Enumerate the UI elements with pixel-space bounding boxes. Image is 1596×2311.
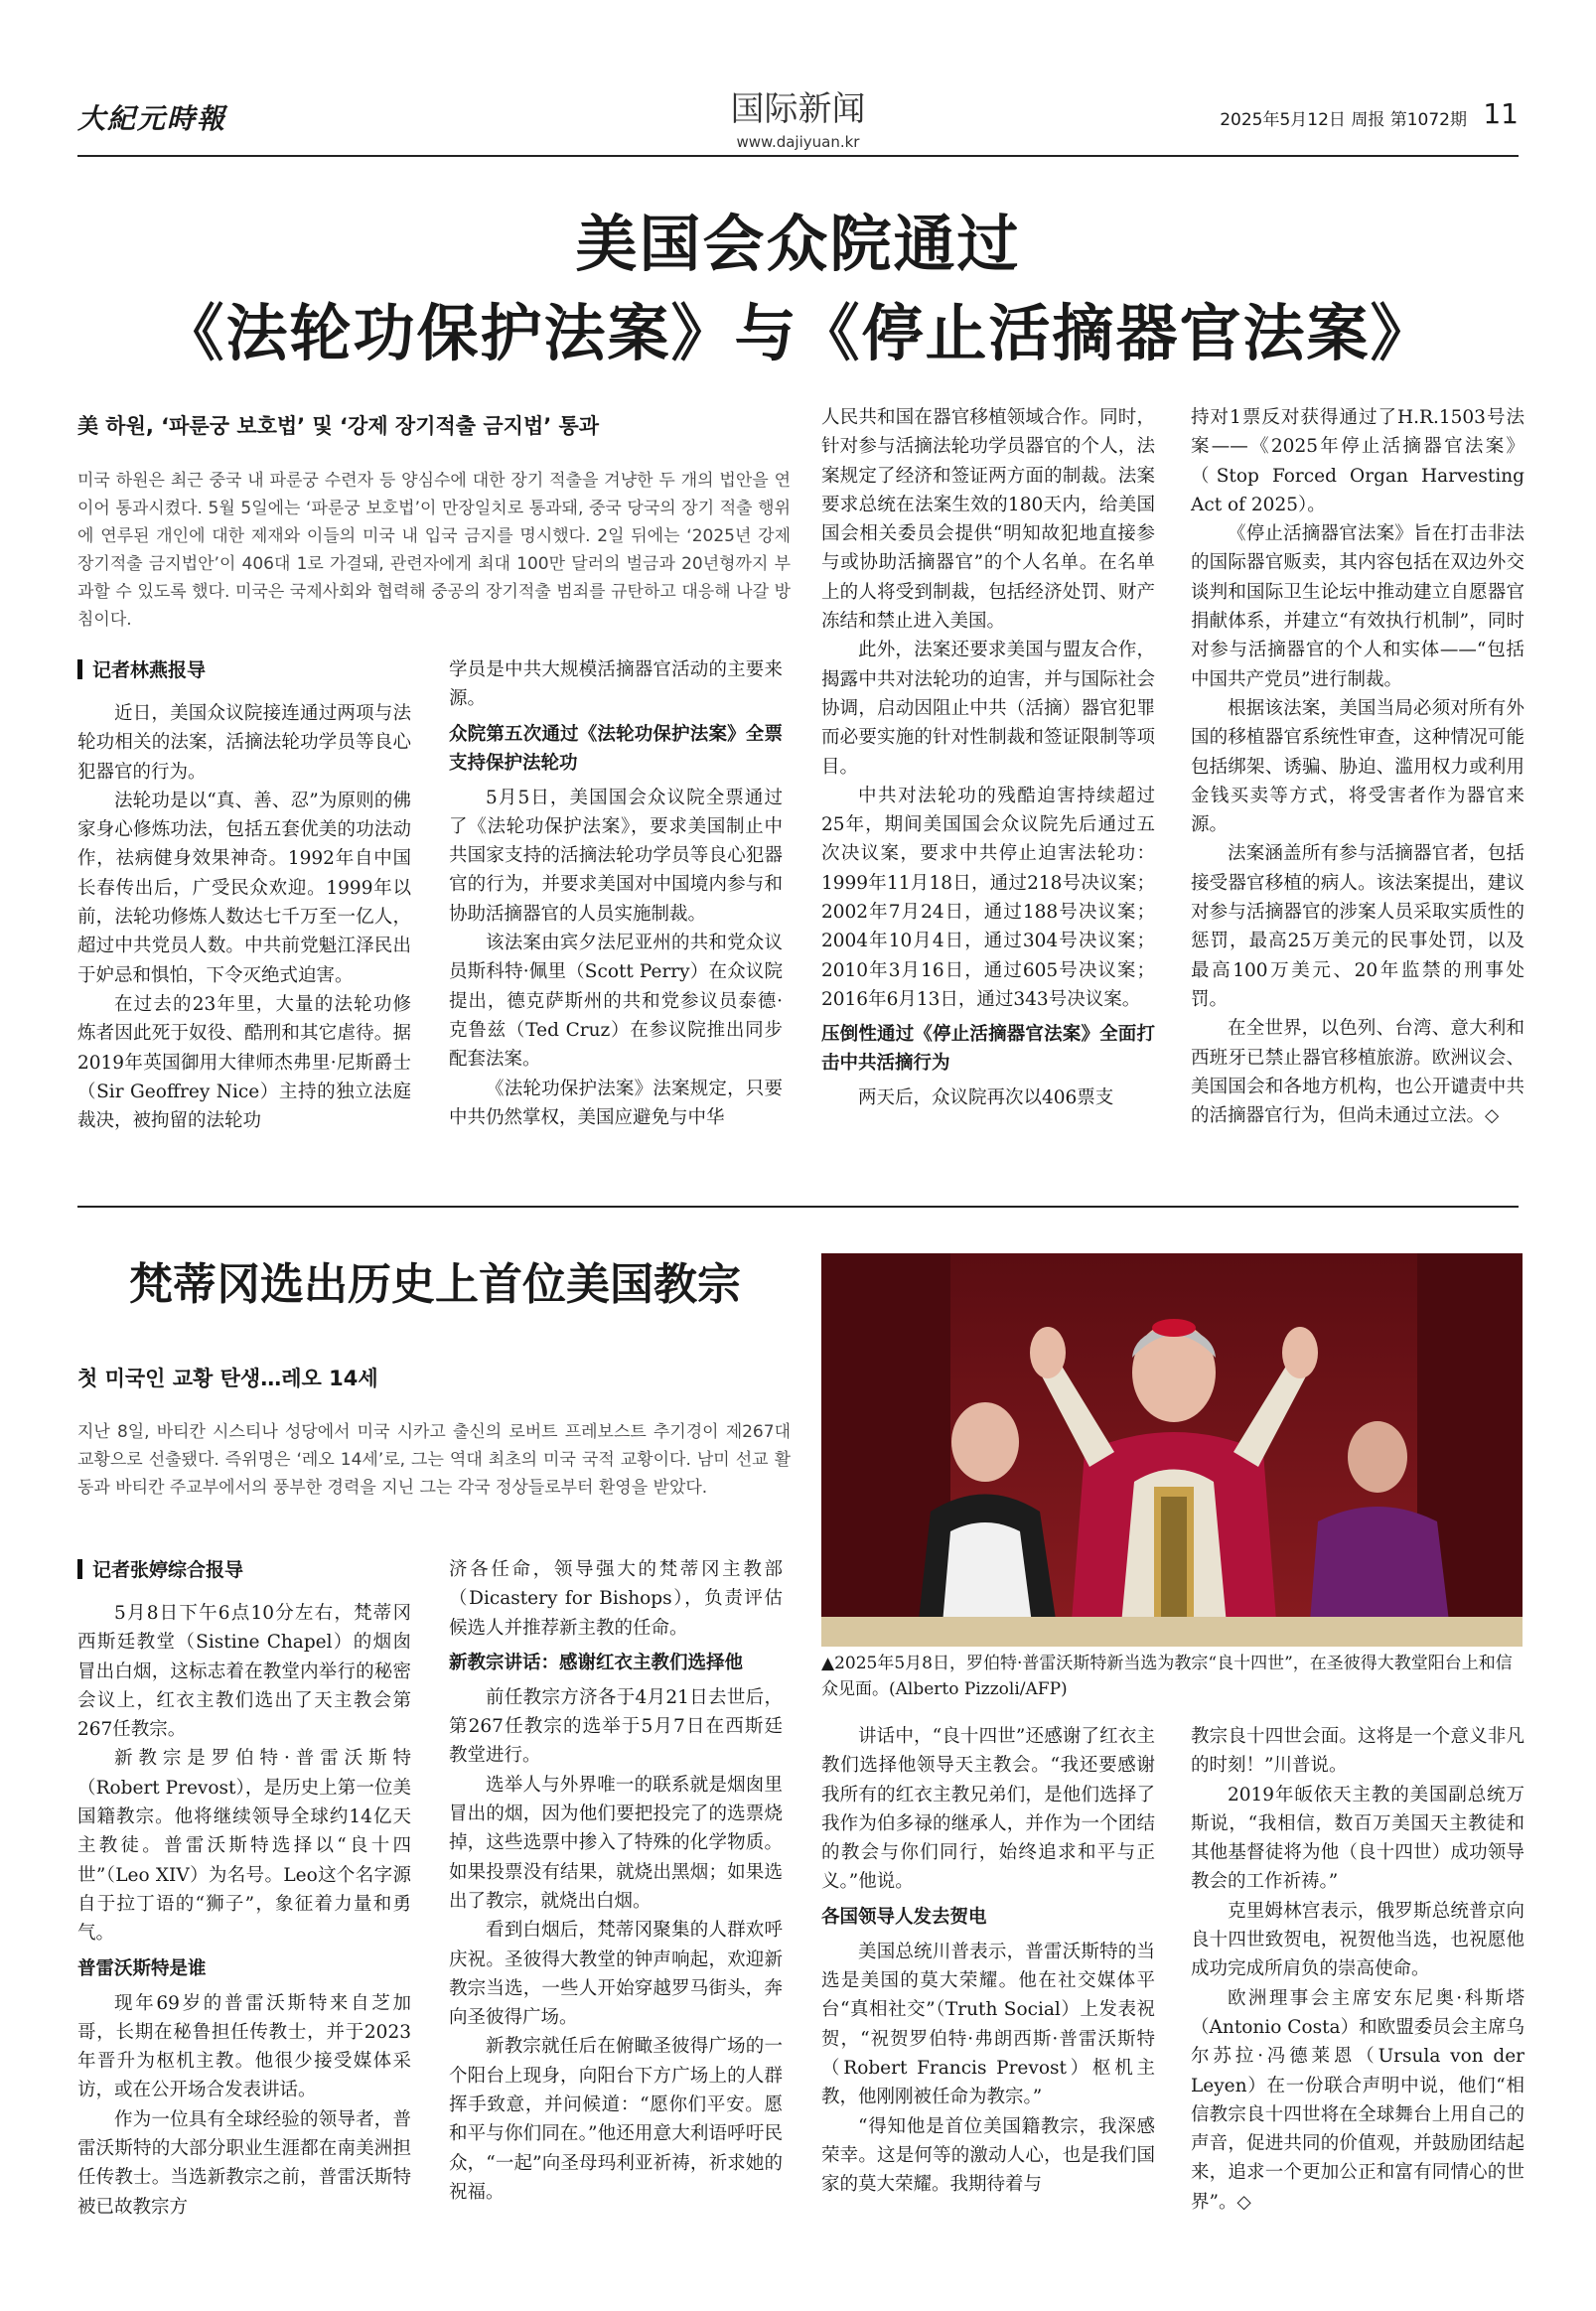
article1-headline-line1: 美国会众院通过	[575, 208, 1021, 280]
paragraph: 此外，法案还要求美国与盟友合作，揭露中共对法轮功的迫害，并与国际社会协调，启动因阻止中共（活摘）器官犯罪而必要实施的针对性制裁和签证限制等项目。	[821, 640, 1155, 778]
paragraph: 在全世界，以色列、台湾、意大利和西班牙已禁止器官移植旅游。欧洲议会、美国国会和各地方机构，也公开谴责中共的活摘器官行为，但尚未通过立法。◇	[1191, 1018, 1524, 1127]
section-title: 国际新闻	[730, 89, 866, 129]
article2-korean-subtitle: 첫 미국인 교황 탄생…레오 14세	[77, 1367, 378, 1390]
photo-caption: ▲2025年5月8日，罗伯特·普雷沃斯特新当选为教宗“良十四世”，在圣彼得大教堂阳台上和信众见面。(Alberto Pizzoli/AFP)	[821, 1654, 1513, 1699]
paragraph: 现年69岁的普雷沃斯特来自芝加哥，长期在秘鲁担任传教士，并于2023年晋升为枢机主教。他很少接受媒体采访，或在公开场合发表讲话。	[77, 1992, 411, 2101]
paragraph: 济各任命，领导强大的梵蒂冈主教部（Dicastery for Bishops），负责评估候选人并推荐新主教的任命。	[449, 1559, 783, 1639]
paragraph: 美国总统川普表示，普雷沃斯特的当选是美国的莫大荣耀。他在社交媒体平台“真相社交”（Truth Social）上发表祝贺，“祝贺罗伯特·弗朗西斯·普雷沃斯特（Robert Francis Prevost）枢机主教，他刚刚被任命为教宗。”	[821, 1941, 1155, 2108]
byline-bar	[77, 1559, 82, 1579]
paragraph: 学员是中共大规模活摘器官活动的主要来源。	[449, 659, 783, 710]
article2-column-3	[821, 1722, 1155, 2199]
paragraph: 人民共和国在器官移植领域合作。同时，针对参与活摘法轮功学员器官的个人，法案规定了经济和签证两方面的制裁。法案要求总统在法案生效的180天内，给美国国会相关委员会提供“明知故犯地直接参与或协助活摘器官”的个人名单。在名单上的人将受到制裁，包括经济处罚、财产冻结和禁止进入美国。	[821, 407, 1155, 633]
paragraph: 近日，美国众议院接连通过两项与法轮功相关的法案，活摘法轮功学员等良心犯器官的行为。	[77, 703, 411, 783]
article1-column-2	[449, 655, 783, 1132]
article1-korean-subtitle: 美 하원, ‘파룬궁 보호법’ 및 ‘강제 장기적출 금지법’ 통과	[77, 414, 600, 438]
paragraph: 该法案由宾夕法尼亚州的共和党众议员斯科特·佩里（Scott Perry）在众议院提出，德克萨斯州的共和党参议员泰德·克鲁兹（Ted Cruz）在参议院推出同步配套法案。	[449, 933, 783, 1071]
site-url: www.dajiyuan.kr	[736, 133, 860, 151]
paragraph: 法案涵盖所有参与活摘器官者，包括接受器官移植的病人。该法案提出，建议对参与活摘器官的涉案人员采取实质性的惩罚，最高25万美元的民事处罚，以及最高100万美元、20年监禁的刑事处罚。	[1191, 843, 1524, 1010]
article1-column-1	[77, 655, 411, 1135]
article2-column-2	[449, 1555, 783, 2207]
paragraph: “得知他是首位美国籍教宗，我深感荣幸。这是何等的激动人心，也是我们国家的莫大荣耀。我期待着与	[821, 2115, 1155, 2196]
paragraph: 5月8日下午6点10分左右，梵蒂冈西斯廷教堂（Sistine Chapel）的烟囱冒出白烟，这标志着在教堂内举行的秘密会议上，红衣主教们选出了天主教会第267任教宗。	[77, 1603, 411, 1741]
byline-text: 记者林燕报导	[92, 659, 207, 681]
subheading: 各国领导人发去贺电	[821, 1906, 987, 1928]
article1-korean-lead: 미국 하원은 최근 중국 내 파룬궁 수련자 등 양심수에 대한 장기 적출을 겨냥한 두 개의 법안을 연이어 통과시켰다. 5월 5일에는 ‘파룬궁 보호법’이 만장일치로 통과돼, 중국 당국의 장기 적출 행위에 연루된 개인에 대한 제재와 이들의 미국 내 입국 금지를 명시했다. 2일 뒤에는 ‘2025년 강제 장기적출 금지법안’이 406대 1로 가결돼, 관련자에게 최대 100만 달러의 벌금과 20년형까지 부과할 수 있도록 했다. 미국은 국제사회와 협력해 중공의 장기적출 범죄를 규탄하고 대응해 나갈 방침이다.	[77, 471, 791, 630]
paragraph: 讲话中，“良十四世”还感谢了红衣主教们选择他领导天主教会。“我还要感谢我所有的红衣主教兄弟们，是他们选择了我作为伯多禄的继承人，并作为一个团结的教会与你们同行，始终追求和平与正义。”他说。	[821, 1726, 1155, 1893]
subheading: 众院第五次通过《法轮功保护法案》全票支持保护法轮功	[449, 723, 783, 774]
paragraph: 选举人与外界唯一的联系就是烟囱里冒出的烟，因为他们要把投完了的选票烧掉，这些选票中掺入了特殊的化学物质。如果投票没有结果，就烧出黑烟；如果选出了教宗，就烧出白烟。	[449, 1774, 783, 1912]
newspaper-logo: 大紀元時報	[77, 102, 227, 135]
paragraph: 前任教宗方济各于4月21日去世后，第267任教宗的选举于5月7日在西斯廷教堂进行。	[449, 1686, 783, 1767]
byline-text: 记者张婷综合报导	[92, 1559, 244, 1581]
article1-column-4	[1191, 403, 1524, 1130]
subheading: 压倒性通过《停止活摘器官法案》全面打击中共活摘行为	[821, 1024, 1155, 1075]
article2-column-4	[1191, 1722, 1524, 2217]
paragraph: 《停止活摘器官法案》旨在打击非法的国际器官贩卖，其内容包括在双边外交谈判和国际卫生论坛中推动建立自愿器官捐献体系，并建立“有效执行机制”，同时对参与活摘器官的个人和实体——“包括中国共产党员”进行制裁。	[1191, 523, 1524, 690]
paragraph: 作为一位具有全球经验的领导者，普雷沃斯特的大部分职业生涯都在南美洲担任传教士。当选新教宗之前，普雷沃斯特被已故教宗方	[77, 2108, 411, 2218]
article-divider	[77, 1206, 1519, 1208]
article1-headline-line2: 《法轮功保护法案》与《停止活摘器官法案》	[162, 297, 1434, 369]
paragraph: 两天后，众议院再次以406票支	[858, 1087, 1114, 1109]
paragraph: 5月5日，美国国会众议院全票通过了《法轮功保护法案》，要求美国制止中共国家支持的活摘法轮功学员等良心犯器官的行为，并要求美国对中国境内参与和协助活摘器官的人员实施制裁。	[449, 787, 783, 925]
subheading: 普雷沃斯特是谁	[77, 1957, 207, 1979]
article1-column-3	[821, 403, 1155, 1113]
article2-byline	[77, 1555, 411, 1585]
subheading: 新教宗讲话：感谢红衣主教们选择他	[449, 1652, 744, 1673]
paragraph: 欧洲理事会主席安东尼奥·科斯塔（Antonio Costa）和欧盟委员会主席乌尔苏拉·冯德莱恩（Ursula von der Leyen）在一份联合声明中说，他们“相信教宗良十四世将在全球舞台上用自己的声音，促进共同的价值观，并鼓励团结起来，追求一个更加公正和富有同情心的世界”。◇	[1191, 1987, 1524, 2213]
article2-column-1	[77, 1555, 411, 2222]
byline-bar	[77, 659, 82, 679]
article2-korean-lead: 지난 8일, 바티칸 시스티나 성당에서 미국 시카고 출신의 로버트 프레보스트 추기경이 제267대 교황으로 선출됐다. 즉위명은 ‘레오 14세’로, 그는 역대 최초의 미국 국적 교황이다. 남미 선교 활동과 바티칸 주교부에서의 풍부한 경력을 지닌 그는 각국 정상들로부터 환영을 받았다.	[77, 1422, 791, 1498]
paragraph: 根据该法案，美国当局必须对所有外国的移植器官系统性审查，这种情况可能包括绑架、诱骗、胁迫、滥用权力或利用金钱买卖等方式，将受害者作为器官来源。	[1191, 697, 1524, 836]
paragraph: 法轮功是以“真、善、忍”为原则的佛家身心修炼功法，包括五套优美的功法动作，祛病健身效果神奇。1992年自中国长春传出后，广受民众欢迎。1999年以前，法轮功修炼人数达七千万至一亿人，超过中共党员人数。中共前党魁江泽民出于妒忌和惧怕，下令灭绝式迫害。	[77, 790, 411, 986]
pope-photo	[821, 1253, 1523, 1647]
paragraph: 2019年皈依天主教的美国副总统万斯说，“我相信，数百万美国天主教徒和其他基督徒将为他（良十四世）成功领导教会的工作祈祷。”	[1191, 1784, 1524, 1893]
article2-headline: 梵蒂冈选出历史上首位美国教宗	[129, 1259, 741, 1310]
paragraph: 中共对法轮功的残酷迫害持续超过25年，期间美国国会众议院先后通过五次决议案，要求中共停止迫害法轮功：1999年11月18日，通过218号决议案；2002年7月24日，通过188号决议案；2004年10月4日，通过304号决议案；2010年3月16日，通过605号决议案；2016年6月13日，通过343号决议案。	[821, 785, 1155, 1010]
paragraph: 教宗良十四世会面。这将是一个意义非凡的时刻！”川普说。	[1191, 1726, 1524, 1777]
paragraph: 新教宗就任后在俯瞰圣彼得广场的一个阳台上现身，向阳台下方广场上的人群挥手致意，并问候道：“愿你们平安。愿和平与你们同在。”他还用意大利语呼吁民众，“一起”向圣母玛利亚祈祷，祈求她的祝福。	[449, 2036, 783, 2203]
article1-byline	[77, 655, 411, 685]
page-number: 11	[1483, 97, 1519, 130]
header-rule	[77, 155, 1519, 157]
paragraph: 克里姆林宫表示，俄罗斯总统普京向良十四世致贺电，祝贺他当选，也祝愿他成功完成所肩负的崇高使命。	[1191, 1900, 1524, 1980]
pope-balcony-image	[821, 1253, 1523, 1647]
paragraph: 新教宗是罗伯特·普雷沃斯特（Robert Prevost），是历史上第一位美国籍教宗。他将继续领导全球约14亿天主教徒。普雷沃斯特选择以“良十四世”（Leo XIV）为名号。Leo这个名字源自于拉丁语的“狮子”，象征着力量和勇气。	[77, 1748, 411, 1945]
paragraph: 持对1票反对获得通过了H.R.1503号法案——《2025年停止活摘器官法案》（Stop Forced Organ Harvesting Act of 2025）。	[1191, 407, 1524, 515]
paragraph: 在过去的23年里，大量的法轮功修炼者因此死于奴役、酷刑和其它虐待。据2019年英国御用大律师杰弗里·尼斯爵士（Sir Geoffrey Nice）主持的独立法庭裁决，被拘留的法轮功	[77, 993, 411, 1132]
paragraph: 《法轮功保护法案》法案规定，只要中共仍然掌权，美国应避免与中华	[449, 1078, 783, 1128]
issue-date: 2025年5月12日 周报 第1072期	[1220, 110, 1467, 130]
paragraph: 看到白烟后，梵蒂冈聚集的人群欢呼庆祝。圣彼得大教堂的钟声响起，欢迎新教宗当选，一些人开始穿越罗马街头，奔向圣彼得广场。	[449, 1920, 783, 2029]
